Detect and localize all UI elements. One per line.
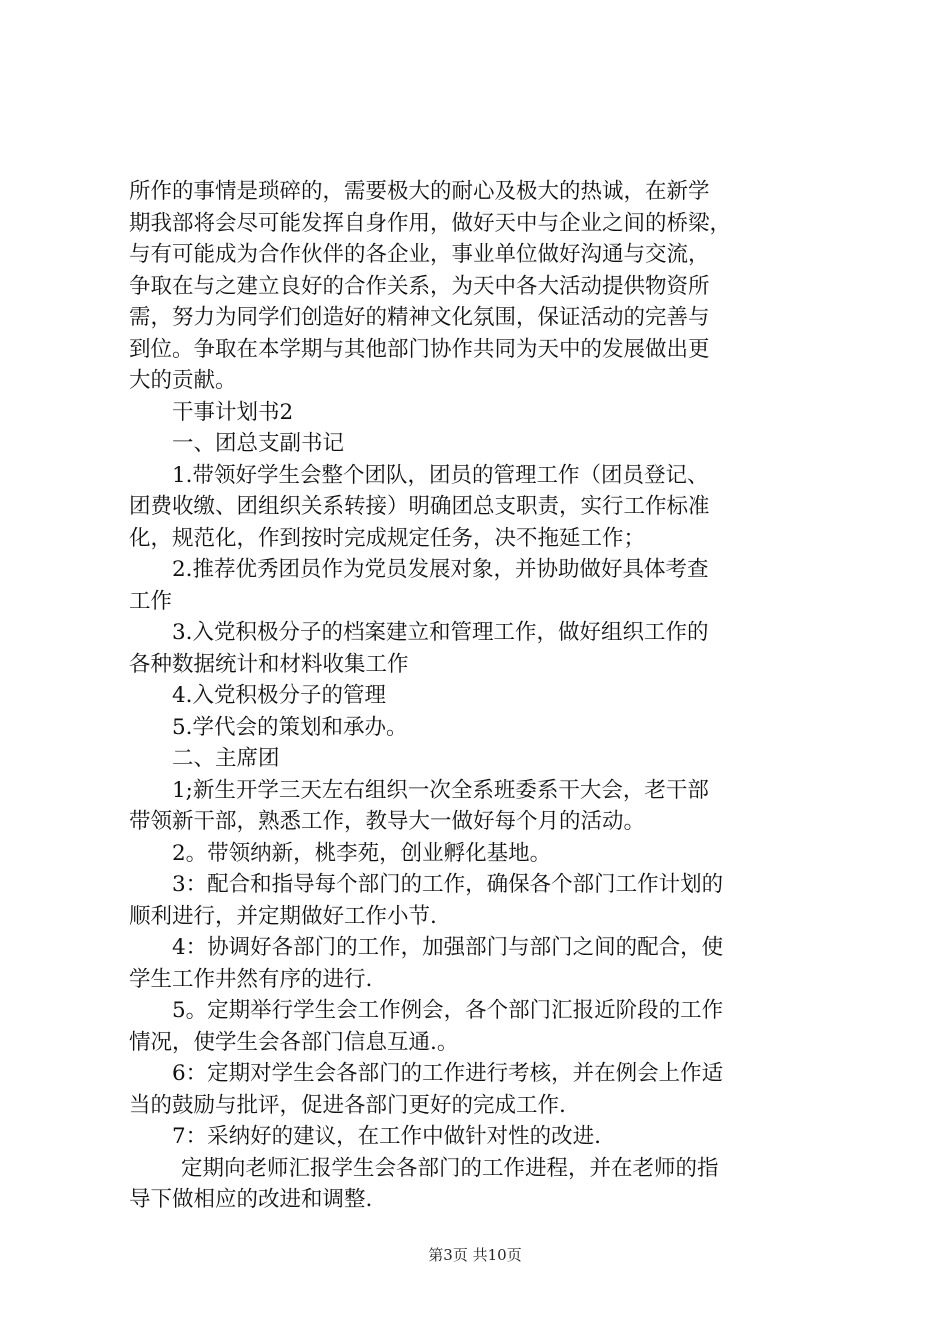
text-line: 到位。争取在本学期与其他部门协作共同为天中的发展做出更	[129, 336, 710, 362]
text-line: 期我部将会尽可能发挥自身作用，做好天中与企业之间的桥梁，	[129, 210, 732, 236]
text-line: 情况，使学生会各部门信息互通.。	[129, 1029, 459, 1055]
text-line: 学生工作井然有序的进行.	[129, 966, 373, 992]
list-item: 3：配合和指导每个部门的工作，确保各个部门工作计划的	[172, 872, 724, 897]
text-line: 导下做相应的改进和调整.	[129, 1187, 373, 1212]
section-heading: 二、主席团	[172, 746, 280, 771]
text-line: 化，规范化，作到按时完成规定任务，决不拖延工作；	[129, 525, 646, 551]
list-item: 5。定期举行学生会工作例会，各个部门汇报近阶段的工作	[172, 998, 724, 1023]
text-line: 需，努力为同学们创造好的精神文化氛围，保证活动的完善与	[129, 305, 710, 330]
text-line: 带领新干部，熟悉工作，教导大一做好每个月的活动。	[129, 809, 646, 834]
text-line: 所作的事情是琐碎的，需要极大的耐心及极大的热诚，在新学	[129, 179, 710, 204]
list-item: 2.推荐优秀团员作为党员发展对象，并协助做好具体考查	[172, 557, 709, 582]
section-title: 干事计划书2	[172, 399, 294, 425]
page-number: 第3页 共10页	[428, 1246, 522, 1264]
text-line: 争取在与之建立良好的合作关系，为天中各大活动提供物资所	[129, 273, 710, 299]
list-item: 5.学代会的策划和承办。	[172, 714, 408, 740]
text-line: 顺利进行，并定期做好工作小节.	[129, 903, 437, 929]
list-item: 1;新生开学三天左右组织一次全系班委系干大会，老干部	[172, 777, 709, 803]
text-line: 与有可能成为合作伙伴的各企业，事业单位做好沟通与交流，	[129, 242, 710, 267]
text-line: 当的鼓励与批评，促进各部门更好的完成工作.	[129, 1092, 566, 1118]
text-line: 团费收缴、团组织关系转接）明确团总支职责，实行工作标准	[129, 494, 710, 519]
text-line: 各种数据统计和材料收集工作	[129, 651, 409, 677]
text-line: 定期向老师汇报学生会各部门的工作进程，并在老师的指	[181, 1155, 719, 1181]
document-body	[129, 176, 829, 1216]
list-item: 1.带领好学生会整个团队，团员的管理工作（团员登记、	[172, 462, 709, 488]
section-heading: 一、团总支副书记	[172, 431, 345, 456]
list-item: 7：采纳好的建议，在工作中做针对性的改进.	[172, 1124, 602, 1149]
list-item: 3.入党积极分子的档案建立和管理工作，做好组织工作的	[172, 620, 709, 645]
text-line: 大的贡献。	[129, 368, 237, 393]
text-line: 工作	[129, 588, 173, 614]
list-item: 4：协调好各部门的工作，加强部门与部门之间的配合，使	[172, 935, 724, 960]
list-item: 6：定期对学生会各部门的工作进行考核，并在例会上作适	[172, 1061, 724, 1086]
list-item: 2。带领纳新，桃李苑，创业孵化基地。	[172, 840, 552, 866]
list-item: 4.入党积极分子的管理	[172, 683, 387, 708]
